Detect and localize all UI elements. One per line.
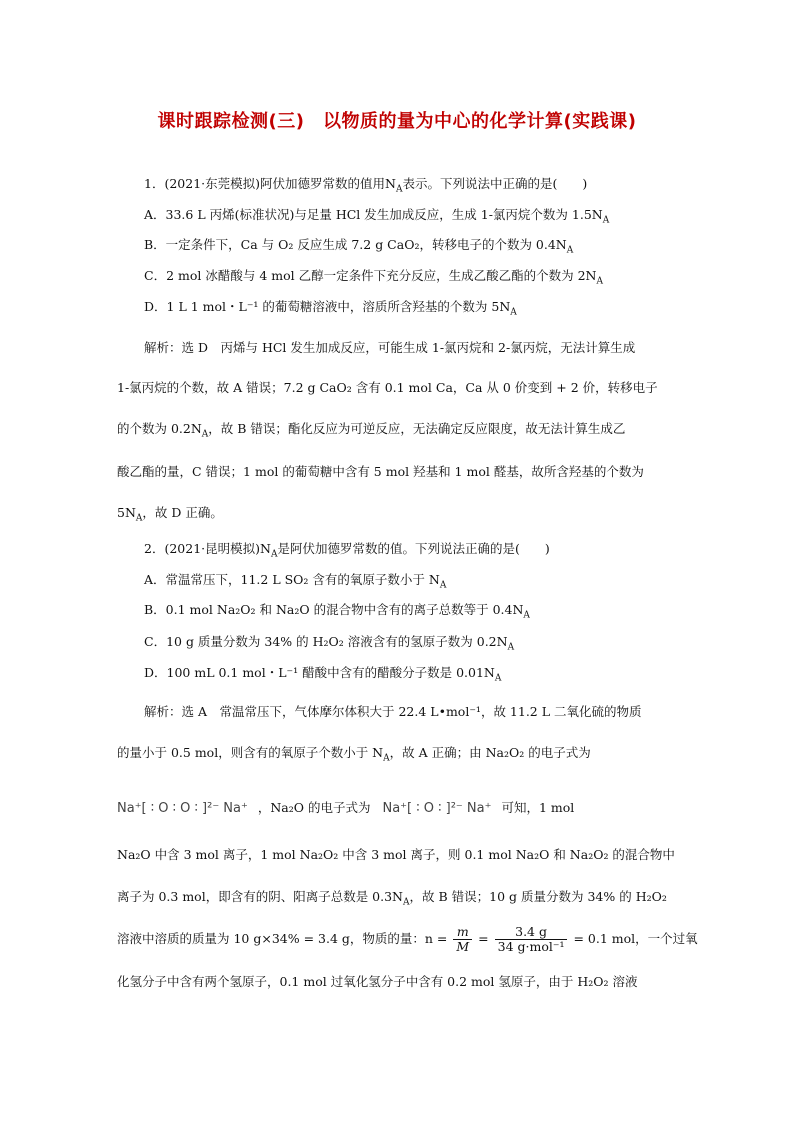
- q2-exp-l3-tail: 可知，1 mol: [501, 800, 575, 815]
- na2o-electron-formula: Na⁺[ ∶ O ∶ ]²⁻ Na⁺: [382, 801, 492, 816]
- q2-opt-d-text: D．100 mL 0.1 mol・L⁻¹ 醋酸中含有的醋酸分子数是 0.01N: [144, 665, 495, 680]
- q2-option-d: [144, 665, 501, 687]
- question-1-stem: [144, 176, 587, 198]
- q2-option-a: [144, 572, 446, 594]
- q2-opt-d-sub: A: [494, 673, 502, 684]
- q2-explanation-line-4: Na₂O 中含 3 mol 离子，1 mol Na₂O₂ 中含 3 mol 离子，则 0.1 mol Na₂O 和 Na₂O₂ 的混合物中: [117, 847, 675, 862]
- q1-opt-c-sub: A: [596, 276, 603, 287]
- q1-exp-l5-text: 5N: [117, 505, 136, 520]
- q2-opt-a-sub: A: [439, 580, 447, 591]
- q2-explanation-line-3: [117, 800, 574, 817]
- q1-explanation-line-5: [117, 505, 223, 527]
- q2-opt-b-text: B．0.1 mol Na₂O₂ 和 Na₂O 的混合物中含有的离子总数等于 0.4N: [144, 602, 524, 617]
- q2-exp-l2-tail: ，故 A 正确；由 Na₂O₂ 的电子式为: [389, 745, 591, 760]
- q2-explanation-line-7: 化氢分子中含有两个氢原子，0.1 mol 过氧化氢分子中含有 0.2 mol 氢原子，由于 H₂O₂ 溶液: [117, 974, 638, 989]
- q2-stem-sub: A: [270, 549, 278, 560]
- q1-opt-a-sub: A: [602, 215, 610, 226]
- q2-opt-c-sub: A: [507, 642, 515, 653]
- q2-explanation-line-1: 解析：选 A 常温常压下，气体摩尔体积大于 22.4 L•mol⁻¹，故 11.2 L 二氧化硫的物质: [144, 704, 642, 719]
- page-title: 课时跟踪检测(三) 以物质的量为中心的化学计算(实践课): [157, 111, 637, 132]
- q2-option-b: [144, 602, 530, 624]
- q2-exp-l5-text: 离子为 0.3 mol，即含有的阴、阳离子总数是 0.3N: [117, 889, 403, 904]
- q1-opt-c-text: C．2 mol 冰醋酸与 4 mol 乙醇一定条件下充分反应，生成乙酸乙酯的个数为 2N: [144, 268, 597, 283]
- q2-stem-tail: 是阿伏加德罗常数的值。下列说法正确的是( ): [277, 541, 550, 556]
- q1-opt-a-text: A．33.6 L 丙烯(标准状况)与足量 HCl 发生加成反应，生成 1-氯丙烷个数为 1.5N: [144, 207, 603, 222]
- q1-option-a: [144, 207, 609, 229]
- q2-exp-l5-tail: ，故 B 错误；10 g 质量分数为 34% 的 H₂O₂: [409, 889, 667, 904]
- equals-sign: =: [478, 931, 489, 946]
- q2-exp-l2-text: 的量小于 0.5 mol，则含有的氧原子个数小于 N: [117, 745, 384, 760]
- q2-exp-l3-mid: ，Na₂O 的电子式为: [257, 800, 371, 815]
- q1-exp-l3-text: 的个数为 0.2N: [117, 421, 202, 436]
- q2-explanation-line-5: [117, 889, 667, 911]
- frac1-denominator: M: [456, 939, 470, 954]
- frac2-numerator: 3.4 g: [495, 925, 568, 940]
- fraction-m-over-M: [453, 925, 472, 954]
- q2-opt-c-text: C．10 g 质量分数为 34% 的 H₂O₂ 溶液含有的氢原子数为 0.2N: [144, 634, 508, 649]
- frac1-numerator: m: [453, 925, 472, 940]
- q1-option-b: [144, 237, 573, 259]
- fraction-mass-over-molar-mass: [495, 925, 568, 954]
- q1-explanation-line-4: 酸乙酯的量，C 错误；1 mol 的葡萄糖中含有 5 mol 羟基和 1 mol 醛基，故所含羟基的个数为: [117, 464, 644, 479]
- frac2-denominator: 34 g·mol⁻¹: [497, 939, 565, 954]
- q1-opt-d-text: D．1 L 1 mol・L⁻¹ 的葡萄糖溶液中，溶质所含羟基的个数为 5N: [144, 299, 511, 314]
- q1-exp-l5-sub: A: [135, 513, 143, 524]
- q1-stem-sub: A: [395, 184, 403, 195]
- q2-exp-l2-sub: A: [383, 753, 390, 764]
- q2-exp-l5-sub: A: [403, 897, 410, 908]
- question-2-stem: [144, 541, 550, 563]
- q1-option-c: [144, 268, 603, 290]
- q2-stem-text: 2．(2021·昆明模拟)N: [144, 541, 271, 556]
- q1-explanation-line-1: 解析：选 D 丙烯与 HCl 发生加成反应，可能生成 1-氯丙烷和 2-氯丙烷，无法计算生成: [144, 340, 636, 355]
- q2-option-c: [144, 634, 514, 656]
- q1-option-d: [144, 299, 517, 321]
- q1-exp-l3-tail: ，故 B 错误；酯化反应为可逆反应，无法确定反应限度，故无法计算生成乙: [208, 421, 626, 436]
- q1-opt-b-text: B．一定条件下，Ca 与 O₂ 反应生成 7.2 g CaO₂，转移电子的个数为 0.4N: [144, 237, 567, 252]
- q2-opt-b-sub: A: [523, 610, 530, 621]
- q1-opt-d-sub: A: [510, 307, 517, 318]
- na2o2-electron-formula: Na⁺[ ∶ O ∶ O ∶ ]²⁻ Na⁺: [117, 801, 248, 816]
- q2-opt-a-text: A．常温常压下，11.2 L SO₂ 含有的氧原子数小于 N: [144, 572, 440, 587]
- q2-exp-l6-tail: = 0.1 mol，一个过氧: [573, 931, 698, 946]
- q1-opt-b-sub: A: [566, 245, 574, 256]
- q1-exp-l5-tail: ，故 D 正确。: [142, 505, 223, 520]
- q2-explanation-line-6: [117, 925, 698, 954]
- q2-explanation-line-2: [117, 745, 591, 767]
- q1-explanation-line-3: [117, 421, 625, 443]
- q1-exp-l3-sub: A: [201, 429, 209, 440]
- q2-exp-l6-text: 溶液中溶质的质量为 10 g×34% = 3.4 g，物质的量：n =: [117, 931, 448, 946]
- q1-stem-text: 1．(2021·东莞模拟)阿伏加德罗常数的值用N: [144, 176, 396, 191]
- q1-stem-tail: 表示。下列说法中正确的是( ): [402, 176, 588, 191]
- q1-explanation-line-2: 1-氯丙烷的个数，故 A 错误；7.2 g CaO₂ 含有 0.1 mol Ca，Ca 从 0 价变到 + 2 价，转移电子: [117, 380, 658, 395]
